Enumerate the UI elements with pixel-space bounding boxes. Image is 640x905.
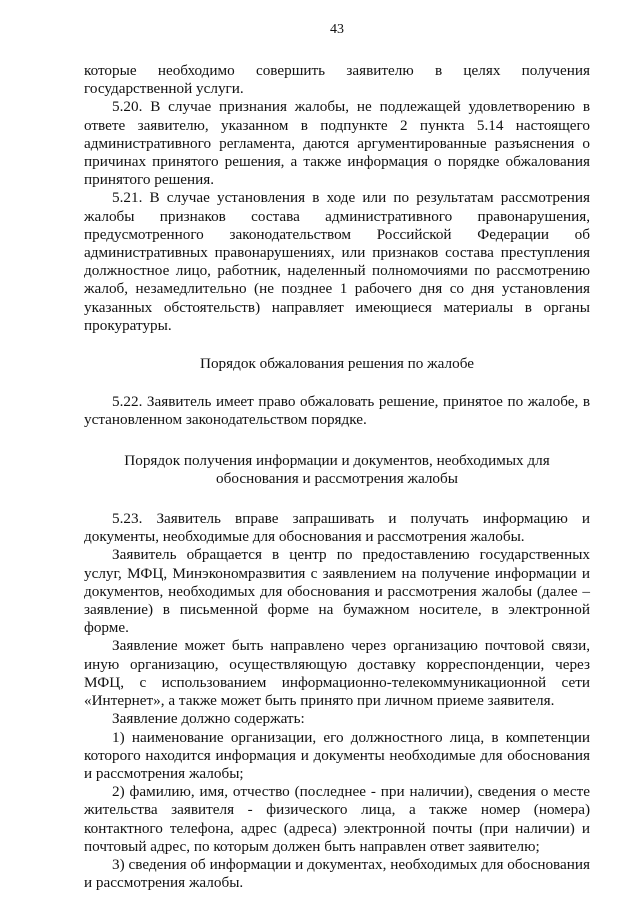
list-item-3: 3) сведения об информации и документах, необходимых для обоснования и рассмотрения жалобы.	[84, 855, 590, 892]
list-item-2: 2) фамилию, имя, отчество (последнее - при наличии), сведения о месте жительства заявителя - физического лица, а также номер (номера) контактного телефона, адрес (адреса) электронной почты (при наличии) и почтовый адрес, по которым должен быть направлен ответ заявителю;	[84, 783, 590, 855]
paragraph-application: Заявитель обращается в центр по предоставлению государственных услуг, МФЦ, Минэкономразвития с заявлением на получение информации и документов, необходимых для обоснования и рассмотрения жалобы (далее – заявление) в письменной форме на бумажном носителе, в электронной форме.	[84, 546, 590, 637]
page-number: 43	[330, 22, 344, 37]
list-item-1: 1) наименование организации, его должностного лица, в компетенции которого находится информация и документы необходимые для обоснования и рассмотрения жалобы;	[84, 728, 590, 782]
paragraph-5-21: 5.21. В случае установления в ходе или по результатам рассмотрения жалобы признаков состава административного правонарушения, предусмотренного законодательством Российской Федерации об административных правонарушениях, или признаков состава преступления должностное лицо, работник, наделенный полномочиями по рассмотрению жалоб, незамедлительно (не позднее 1 рабочего дня со дня установления указанных обстоятельств) направляет имеющиеся материалы в органы прокуратуры.	[84, 189, 590, 334]
section-heading-appeal-decision: Порядок обжалования решения по жалобе	[199, 355, 474, 373]
paragraph-sending: Заявление может быть направлено через организацию почтовой связи, иную организацию, осуществляющую доставку корреспонденции, через МФЦ, с использованием информационно-телекоммуникационной сети «Интернет», а также может быть принято при личном приеме заявителя.	[84, 637, 590, 710]
section-heading-info-documents: Порядок получения информации и документов, необходимых для обоснования и рассмотрения жалобы	[124, 451, 550, 487]
paragraph-5-20: 5.20. В случае признания жалобы, не подлежащей удовлетворению в ответе заявителю, указанном в подпункте 2 пункта 5.14 настоящего административного регламента, даются аргументированные разъяснения о причинах принятого решения, а также информация о порядке обжалования принятого решения.	[84, 98, 590, 189]
paragraph-5-23: 5.23. Заявитель вправе запрашивать и получать информацию и документы, необходимые для обоснования и рассмотрения жалобы.	[84, 510, 590, 546]
paragraph-contents-intro: Заявление должно содержать:	[112, 710, 305, 728]
paragraph-continuation: которые необходимо совершить заявителю в целях получения государственной услуги.	[84, 62, 590, 98]
paragraph-5-22: 5.22. Заявитель имеет право обжаловать решение, принятое по жалобе, в установленном законодательством порядке.	[84, 393, 590, 429]
